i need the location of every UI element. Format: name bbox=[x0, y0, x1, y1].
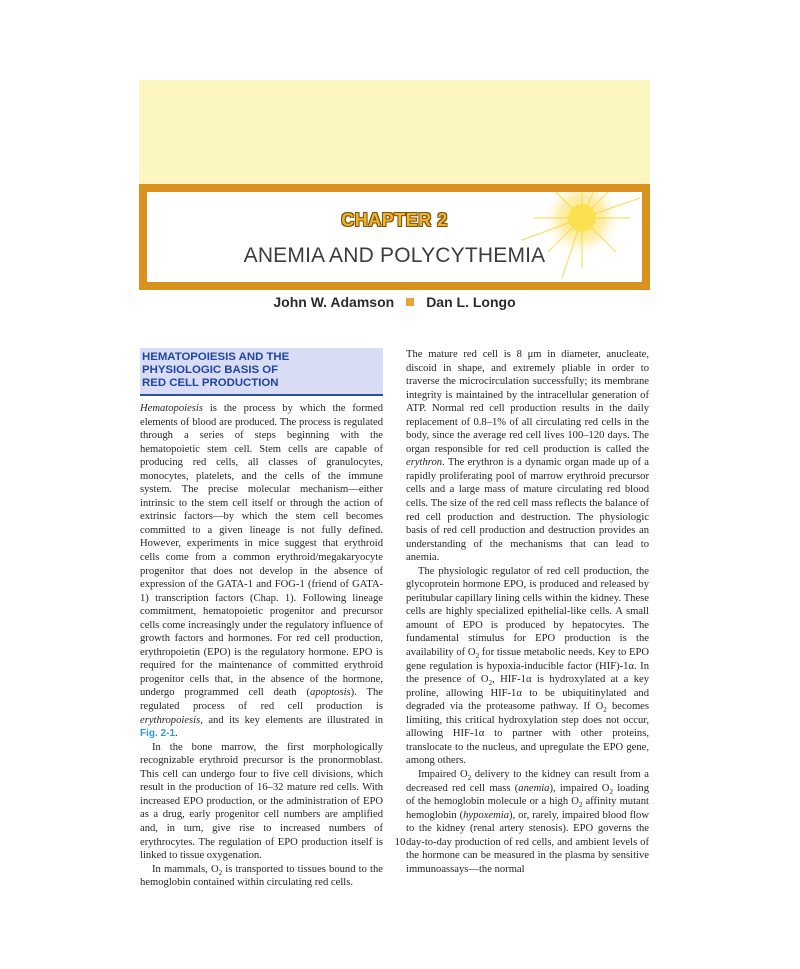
term-hypoxemia: hypoxemia bbox=[463, 809, 510, 821]
section-heading-line: RED CELL PRODUCTION bbox=[142, 377, 279, 389]
right-column bbox=[406, 348, 649, 876]
paragraph-text: Impaired O bbox=[418, 768, 468, 780]
term-erythron: erythron bbox=[406, 457, 443, 469]
paragraph-text: becomes limiting, this critical hydroxylation step does not occur, allowing HIF-1α to partner with other proteins, translocate to the nucleus, and upregulate the EPO gene, among others. bbox=[406, 701, 650, 767]
paragraph-impaired-delivery bbox=[406, 768, 649, 876]
figure-link[interactable]: Fig. 2-1 bbox=[140, 728, 176, 740]
paragraph-text: . The erythron is a dynamic organ made up of a rapidly proliferating pool of marrow erythroid precursor cells and a large mass of mature circulating red blood cells. The size of the red cell mass reflects the balance of red cell production and destruction. The physiologic basis of red cell production and destruction provides an understanding of the mechanisms that can lead to anemia. bbox=[406, 457, 649, 564]
paragraph-text: is the process by which the formed elements of blood are produced. The process is regulated through a series of steps beginning with the hematopoietic stem cell. Stem cells are capable of producing red cells, all classes of granulocytes, monocytes, platelets, and the cells of the immune system. The precise molecular mechanism—either intrinsic to the stem cell itself or through the action of extrinsic factors—by which the stem cell becomes committed to a given lineage is not fully defined. However, experiments in mice suggest that erythroid cells come from a common erythroid/megakaryocyte progenitor that does not develop in the absence of expression of the GATA-1 and FOG-1 (friend of GATA-1) transcription factors (Chap. 1). Following lineage commitment, hematopoietic progenitor and precursor cells come increasingly under the regulatory influence of growth factors and hormones. For red cell production, erythropoietin (EPO) is the regulatory hormone. EPO is required for the maintenance of committed erythroid progenitor cells that, in the absence of the hormone, undergo programmed cell death ( bbox=[140, 403, 383, 699]
term-erythropoiesis: erythropoiesis bbox=[140, 714, 201, 726]
subscript: 2 bbox=[603, 706, 607, 715]
paragraph-bone-marrow: In the bone marrow, the first morphologically recognizable erythroid precursor is the pronormoblast. This cell can undergo four to five cell divisions, which result in the production of 16–32 mature red cells. With increased EPO production, or the administration of EPO as a drug, early progenitor cell numbers are amplified and, in turn, give rise to increased numbers of erythrocytes. The regulation of EPO production itself is linked to tissue oxygenation. bbox=[140, 741, 383, 862]
paragraph-text: is transported to tissues bound to the hemoglobin contained within circulating red cells. bbox=[140, 863, 383, 889]
subscript: 2 bbox=[467, 774, 472, 783]
author-line bbox=[139, 294, 650, 310]
paragraph-hematopoiesis bbox=[140, 402, 383, 741]
paragraph-text: , and its key elements are illustrated in bbox=[200, 714, 383, 726]
subscript: 2 bbox=[488, 679, 493, 688]
chapter-panel bbox=[147, 192, 642, 282]
page-number: 10 bbox=[394, 836, 406, 848]
paragraph-text: , HIF-1α is hydroxylated at a key proline, allowing HIF-1α to be ubiquitinylated and degraded via the proteasome pathway. If O bbox=[406, 674, 649, 713]
paragraph-text: for tissue metabolic needs. Key to EPO gene regulation is hypoxia-inducible factor (HIF)-1α. In the presence of O bbox=[406, 647, 649, 686]
section-heading-line: PHYSIOLOGIC BASIS OF bbox=[142, 364, 279, 376]
paragraph-text: affinity mutant hemoglobin ( bbox=[406, 796, 649, 821]
paragraph-text: The mature red cell is 8 μm in diameter, anucleate, discoid in shape, and extremely pliable in order to traverse the microcirculation successfully; its membrane integrity is maintained by the intracellular generation of ATP. Normal red cell production results in the daily replacement of 0.8–1% of all circulating red cells in the body, since the average red cell lives 100–120 days. The organ responsible for red cell production is called the bbox=[406, 349, 649, 455]
sunburst-icon bbox=[512, 192, 642, 282]
term-anemia: anemia bbox=[518, 782, 550, 794]
paragraph-text: The physiologic regulator of red cell production, the glycoprotein hormone EPO, is produced and released by peritubular capillary lining cells within the kidney. These cells are highly specialized epithelial-like cells. A small amount of EPO is produced by hepatocytes. The fundamental stimulus for EPO production is the availability of O bbox=[406, 565, 649, 659]
subscript: 2 bbox=[609, 787, 613, 796]
subscript: 2 bbox=[475, 652, 480, 661]
chapter-frame bbox=[139, 184, 650, 290]
author-first: John W. Adamson bbox=[273, 294, 395, 310]
subscript: 2 bbox=[218, 868, 223, 877]
paragraph-text: loading of the hemoglobin molecule or a high O bbox=[406, 782, 649, 808]
subscript: 2 bbox=[578, 801, 583, 810]
paragraph-text: In mammals, O bbox=[152, 863, 219, 875]
term-apoptosis: apoptosis bbox=[310, 687, 351, 699]
header-band bbox=[139, 80, 650, 186]
paragraph-mammals bbox=[140, 863, 383, 890]
paragraph-text: ), impaired O bbox=[549, 782, 610, 794]
paragraph-mature-red-cell bbox=[406, 348, 649, 565]
author-separator bbox=[406, 298, 414, 306]
paragraph-text: delivery to the kidney can result from a decreased red cell mass ( bbox=[406, 768, 649, 794]
author-second: Dan L. Longo bbox=[426, 294, 516, 310]
chapter-title: ANEMIA AND POLYCYTHEMIA bbox=[243, 244, 546, 267]
paragraph-text: . bbox=[175, 728, 178, 740]
paragraph-text: ). The regulated process of red cell production is bbox=[140, 687, 383, 713]
paragraph-text: ), or, rarely, impaired blood flow to the kidney (renal artery stenosis). EPO governs the day-to-day production of red cells, and ambient levels of the hormone can be measured in the plasma by sensitive immunoassays—the normal bbox=[406, 809, 649, 875]
term-hematopoiesis: Hematopoiesis bbox=[140, 403, 203, 414]
left-column bbox=[140, 348, 383, 890]
section-heading-line: HEMATOPOIESIS AND THE bbox=[142, 351, 290, 363]
paragraph-physiologic-regulator bbox=[406, 565, 649, 768]
chapter-label: CHAPTER 2 bbox=[341, 210, 448, 230]
section-heading bbox=[140, 348, 383, 396]
